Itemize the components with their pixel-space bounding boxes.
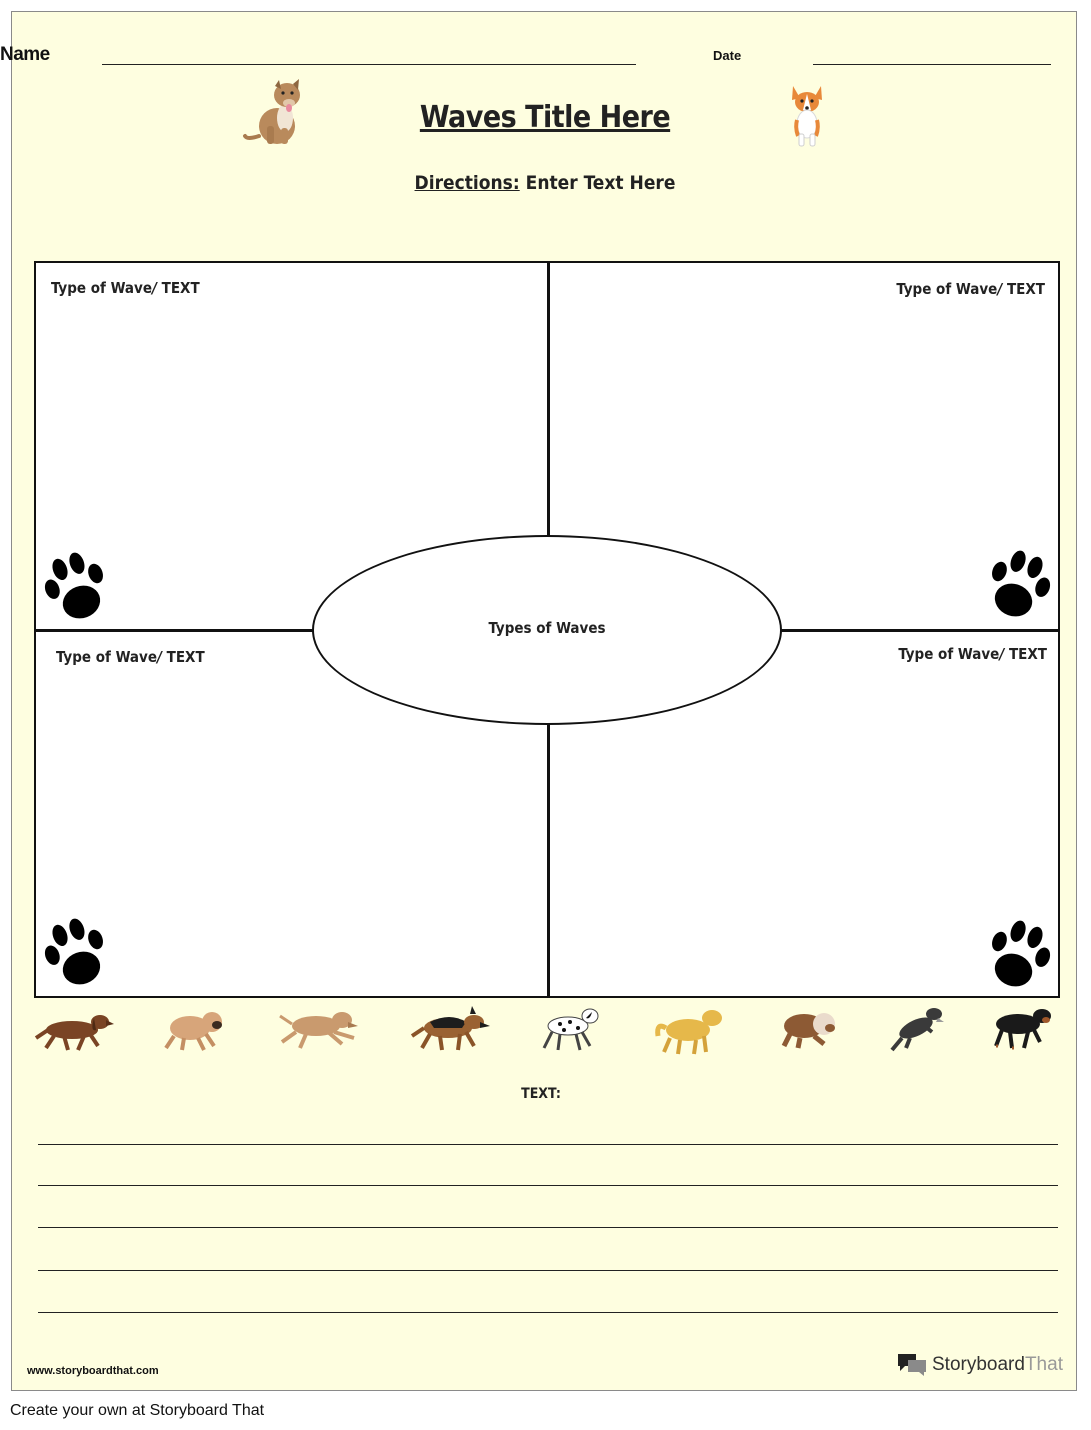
dachshund-icon: [34, 1002, 114, 1054]
paw-print-icon: [39, 547, 113, 627]
paw-print-icon: [982, 545, 1056, 625]
text-section-label: TEXT:: [521, 1086, 561, 1102]
running-dogs-row: [34, 1002, 1060, 1062]
paw-print-icon: [982, 915, 1056, 995]
worksheet: [0, 11, 1077, 1391]
directions-label: Directions:: [414, 172, 520, 194]
dalmatian-icon: [538, 1002, 606, 1054]
quadrant-label-top-left[interactable]: Type of Wave/ TEXT: [51, 279, 200, 297]
schnauzer-icon: [888, 1002, 948, 1054]
pitbull-running-icon: [278, 1002, 360, 1054]
brand-name: StoryboardThat: [932, 1354, 1063, 1375]
rottweiler-icon: [988, 1002, 1054, 1054]
four-square-organizer: [34, 261, 1060, 998]
writing-line[interactable]: [38, 1312, 1058, 1313]
name-line[interactable]: [102, 64, 636, 65]
quadrant-label-top-right[interactable]: Type of Wave/ TEXT: [896, 280, 1045, 298]
footer-url[interactable]: www.storyboardthat.com: [27, 1365, 159, 1377]
center-oval[interactable]: [312, 535, 782, 725]
name-label: Name: [0, 44, 50, 65]
quadrant-label-bottom-left[interactable]: Type of Wave/ TEXT: [56, 648, 205, 666]
writing-line[interactable]: [38, 1185, 1058, 1186]
center-label: Types of Waves: [488, 619, 606, 637]
worksheet-title[interactable]: Waves Title Here: [419, 100, 671, 135]
quadrant-label-bottom-right[interactable]: Type of Wave/ TEXT: [898, 645, 1047, 663]
directions-text: Enter Text Here: [519, 172, 676, 194]
writing-line[interactable]: [38, 1270, 1058, 1271]
speech-bubble-logo-icon: [896, 1352, 928, 1378]
pug-icon: [160, 1002, 228, 1054]
paw-print-icon: [39, 913, 113, 993]
writing-line[interactable]: [38, 1144, 1058, 1145]
create-your-own-caption[interactable]: Create your own at Storyboard That: [10, 1402, 265, 1419]
german-shepherd-icon: [410, 1002, 490, 1054]
corgi-icon: [787, 84, 827, 148]
golden-retriever-icon: [654, 1002, 728, 1056]
date-line[interactable]: [813, 64, 1051, 65]
writing-line[interactable]: [38, 1227, 1058, 1228]
bulldog-icon: [776, 1002, 840, 1054]
storyboardthat-logo[interactable]: [896, 1352, 1063, 1378]
directions[interactable]: [12, 172, 1078, 194]
date-label: Date: [713, 48, 742, 63]
